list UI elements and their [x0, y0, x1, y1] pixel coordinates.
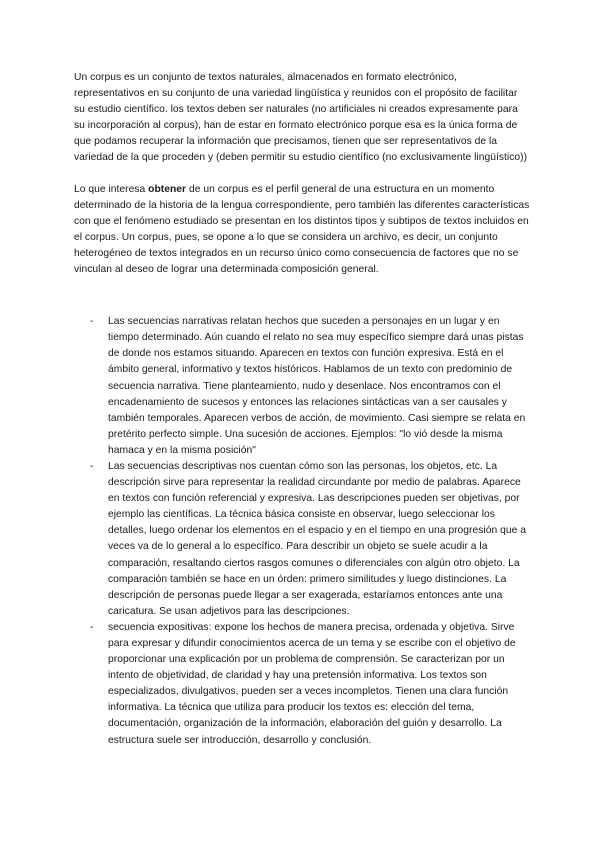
list-item-narrative	[74, 314, 530, 459]
sequence-types-list	[74, 314, 530, 749]
paragraph-rest-text: de un corpus es el perfil general de una estructura en un momento determinado de la historia de la lengua correspondiente, pero también las diferentes características con que el fenómeno estudiado se presentan en los distintos tipos y subtipos de textos incluidos en el corpus. Un corpus, pues, se opone a lo que se considera un archivo, es decir, un conjunto heterogéneo de textos integrados en un recurso único como consecuencia de factores que no se vinculan al deseo de lograr una determinada composición general.	[74, 183, 530, 276]
bold-term: obtener	[148, 183, 187, 195]
list-item-text: Las secuencias narrativas relatan hechos que suceden a personajes en un lugar y en tiempo determinado. Aún cuando el relato no sea muy específico siempre dará unas pistas de donde nos estamos situando. Aparecen en textos con función expresiva. Está en el ámbito general, informativo y textos históricos. Hablamos de un texto con predominio de secuencia narrativa. Tiene planteamiento, nudo y desenlace. Nos encontramos con el encadenamiento de sucesos y entonces las relaciones sintácticas van a ser causales y también temporales. Aparecen verbos de acción, de movimiento. Casi siempre se relata en pretérito perfecto simple. Una sucesión de acciones. Ejemplos: "lo vió desde la misma hamaca y en la misma posición"	[108, 316, 526, 456]
list-item-text: secuencia expositivas: expone los hechos de manera precisa, ordenada y objetiva. Sirve para expresar y difundir conocimientos acerca de un tema y se escribe con el objetivo de proporcionar una explicación por un problema de comprensión. Se caracterizan por un intento de objetividad, de claridad y hay una pretensión informativa. Los textos son especializados, divulgativos, pueden ser a veces incompletos. Tienen una clara función informativa. La técnica que utiliza para producir los textos es: elección del tema, documentación, organización de la información, elaboración del guión y desarrollo. La estructura suele ser introducción, desarrollo y conclusión.	[108, 621, 516, 746]
list-dash-marker: -	[90, 621, 94, 633]
list-dash-marker: -	[90, 316, 94, 328]
list-item-descriptive	[74, 459, 530, 620]
list-item-text: Las secuencias descriptivas nos cuentan cómo son las personas, los objetos, etc. La descripción sirve para representar la realidad circundante por medio de palabras. Aparece en textos con función referencial y expresiva. Las descripciones pueden ser objetivas, por ejemplo las científicas. La técnica básica consiste en observar, luego seleccionar los detalles, luego ordenar los elementos en el espacio y en el tiempo en una progresión que a veces va de lo general a lo específico. Para describir un objeto se suele acudir a la comparación, resaltando ciertos rasgos comunes o diferenciales con algún otro objeto. La comparación también se hace en un órden: primero similitudes y luego distinciones. La descripción de personas puede llegar a ser exagerada, estaríamos entonces ante una caricatura. Se usan adjetivos para las descripciones.	[108, 460, 526, 617]
list-dash-marker: -	[90, 460, 94, 472]
list-item-expository	[74, 620, 530, 749]
paragraph-corpus-interest	[74, 182, 530, 279]
document-body	[74, 70, 530, 749]
paragraph-corpus-definition: Un corpus es un conjunto de textos naturales, almacenados en formato electrónico, representativos en su conjunto de una variedad lingüística y reunidos con el propósito de facilitar su estudio científico. los textos deben ser naturales (no artificiales ni creados expresamente para su incorporación al corpus), han de estar en formato electrónico porque esa es la única forma de que podamos recuperar la información que precisamos, tienen que ser representativos de la variedad de la que proceden y (deben permitir su estudio científico (no exclusivamente lingüístico))	[74, 72, 528, 164]
paragraph-lead-text: Lo que interesa	[74, 183, 149, 195]
